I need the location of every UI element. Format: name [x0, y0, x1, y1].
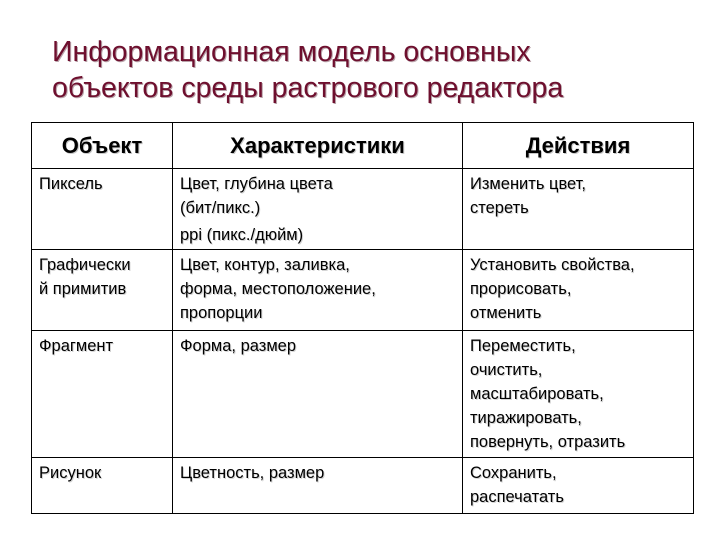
cell-actions — [463, 250, 694, 331]
header-actions: Действия — [463, 123, 694, 169]
table-row-pixel — [32, 169, 694, 250]
slide-title — [52, 34, 692, 106]
cell-actions — [463, 331, 694, 458]
cell-text: очистить, — [470, 361, 543, 379]
table-row-fragment — [32, 331, 694, 458]
cell-text: Фрагмент — [39, 337, 114, 355]
table-row-picture — [32, 458, 694, 514]
cell-text: отменить — [470, 304, 542, 322]
cell-text: форма, местоположение, — [180, 280, 376, 298]
cell-characteristics — [173, 331, 463, 458]
cell-characteristics — [173, 250, 463, 331]
cell-text: Установить свойства, — [470, 256, 635, 274]
cell-object — [32, 458, 173, 514]
table-row-primitive — [32, 250, 694, 331]
cell-text: Графически — [39, 256, 131, 274]
object-model-table — [31, 122, 694, 514]
header-characteristics: Характеристики — [173, 123, 463, 169]
cell-text: Переместить, — [470, 337, 576, 355]
cell-characteristics — [173, 169, 463, 250]
cell-text: тиражировать, — [470, 409, 582, 427]
cell-text: прорисовать, — [470, 280, 572, 298]
cell-text: стереть — [470, 199, 529, 217]
cell-object — [32, 250, 173, 331]
cell-text: (бит/пикс.) — [180, 199, 261, 217]
cell-text: Пиксель — [39, 175, 103, 193]
cell-text: й примитив — [39, 280, 127, 298]
slide-title-line-2: объектов среды растрового редактора — [52, 72, 564, 104]
cell-text: Изменить цвет, — [470, 175, 586, 193]
table-header-row — [32, 123, 694, 169]
cell-characteristics — [173, 458, 463, 514]
cell-text: Цвет, контур, заливка, — [180, 256, 350, 274]
cell-text: Сохранить, — [470, 464, 557, 482]
slide-title-line-1: Информационная модель основных — [52, 36, 531, 68]
header-object: Объект — [32, 123, 173, 169]
cell-text: Цвет, глубина цвета — [180, 175, 333, 193]
cell-text: ppi (пикс./дюйм) — [180, 226, 304, 244]
cell-text: масштабировать, — [470, 385, 604, 403]
cell-actions — [463, 169, 694, 250]
cell-text: Цветность, размер — [180, 464, 325, 482]
cell-text: пропорции — [180, 304, 263, 322]
cell-object — [32, 169, 173, 250]
cell-actions — [463, 458, 694, 514]
cell-text: повернуть, отразить — [470, 433, 626, 451]
cell-text: Рисунок — [39, 464, 102, 482]
cell-object — [32, 331, 173, 458]
cell-text: Форма, размер — [180, 337, 297, 355]
cell-text: распечатать — [470, 488, 564, 506]
